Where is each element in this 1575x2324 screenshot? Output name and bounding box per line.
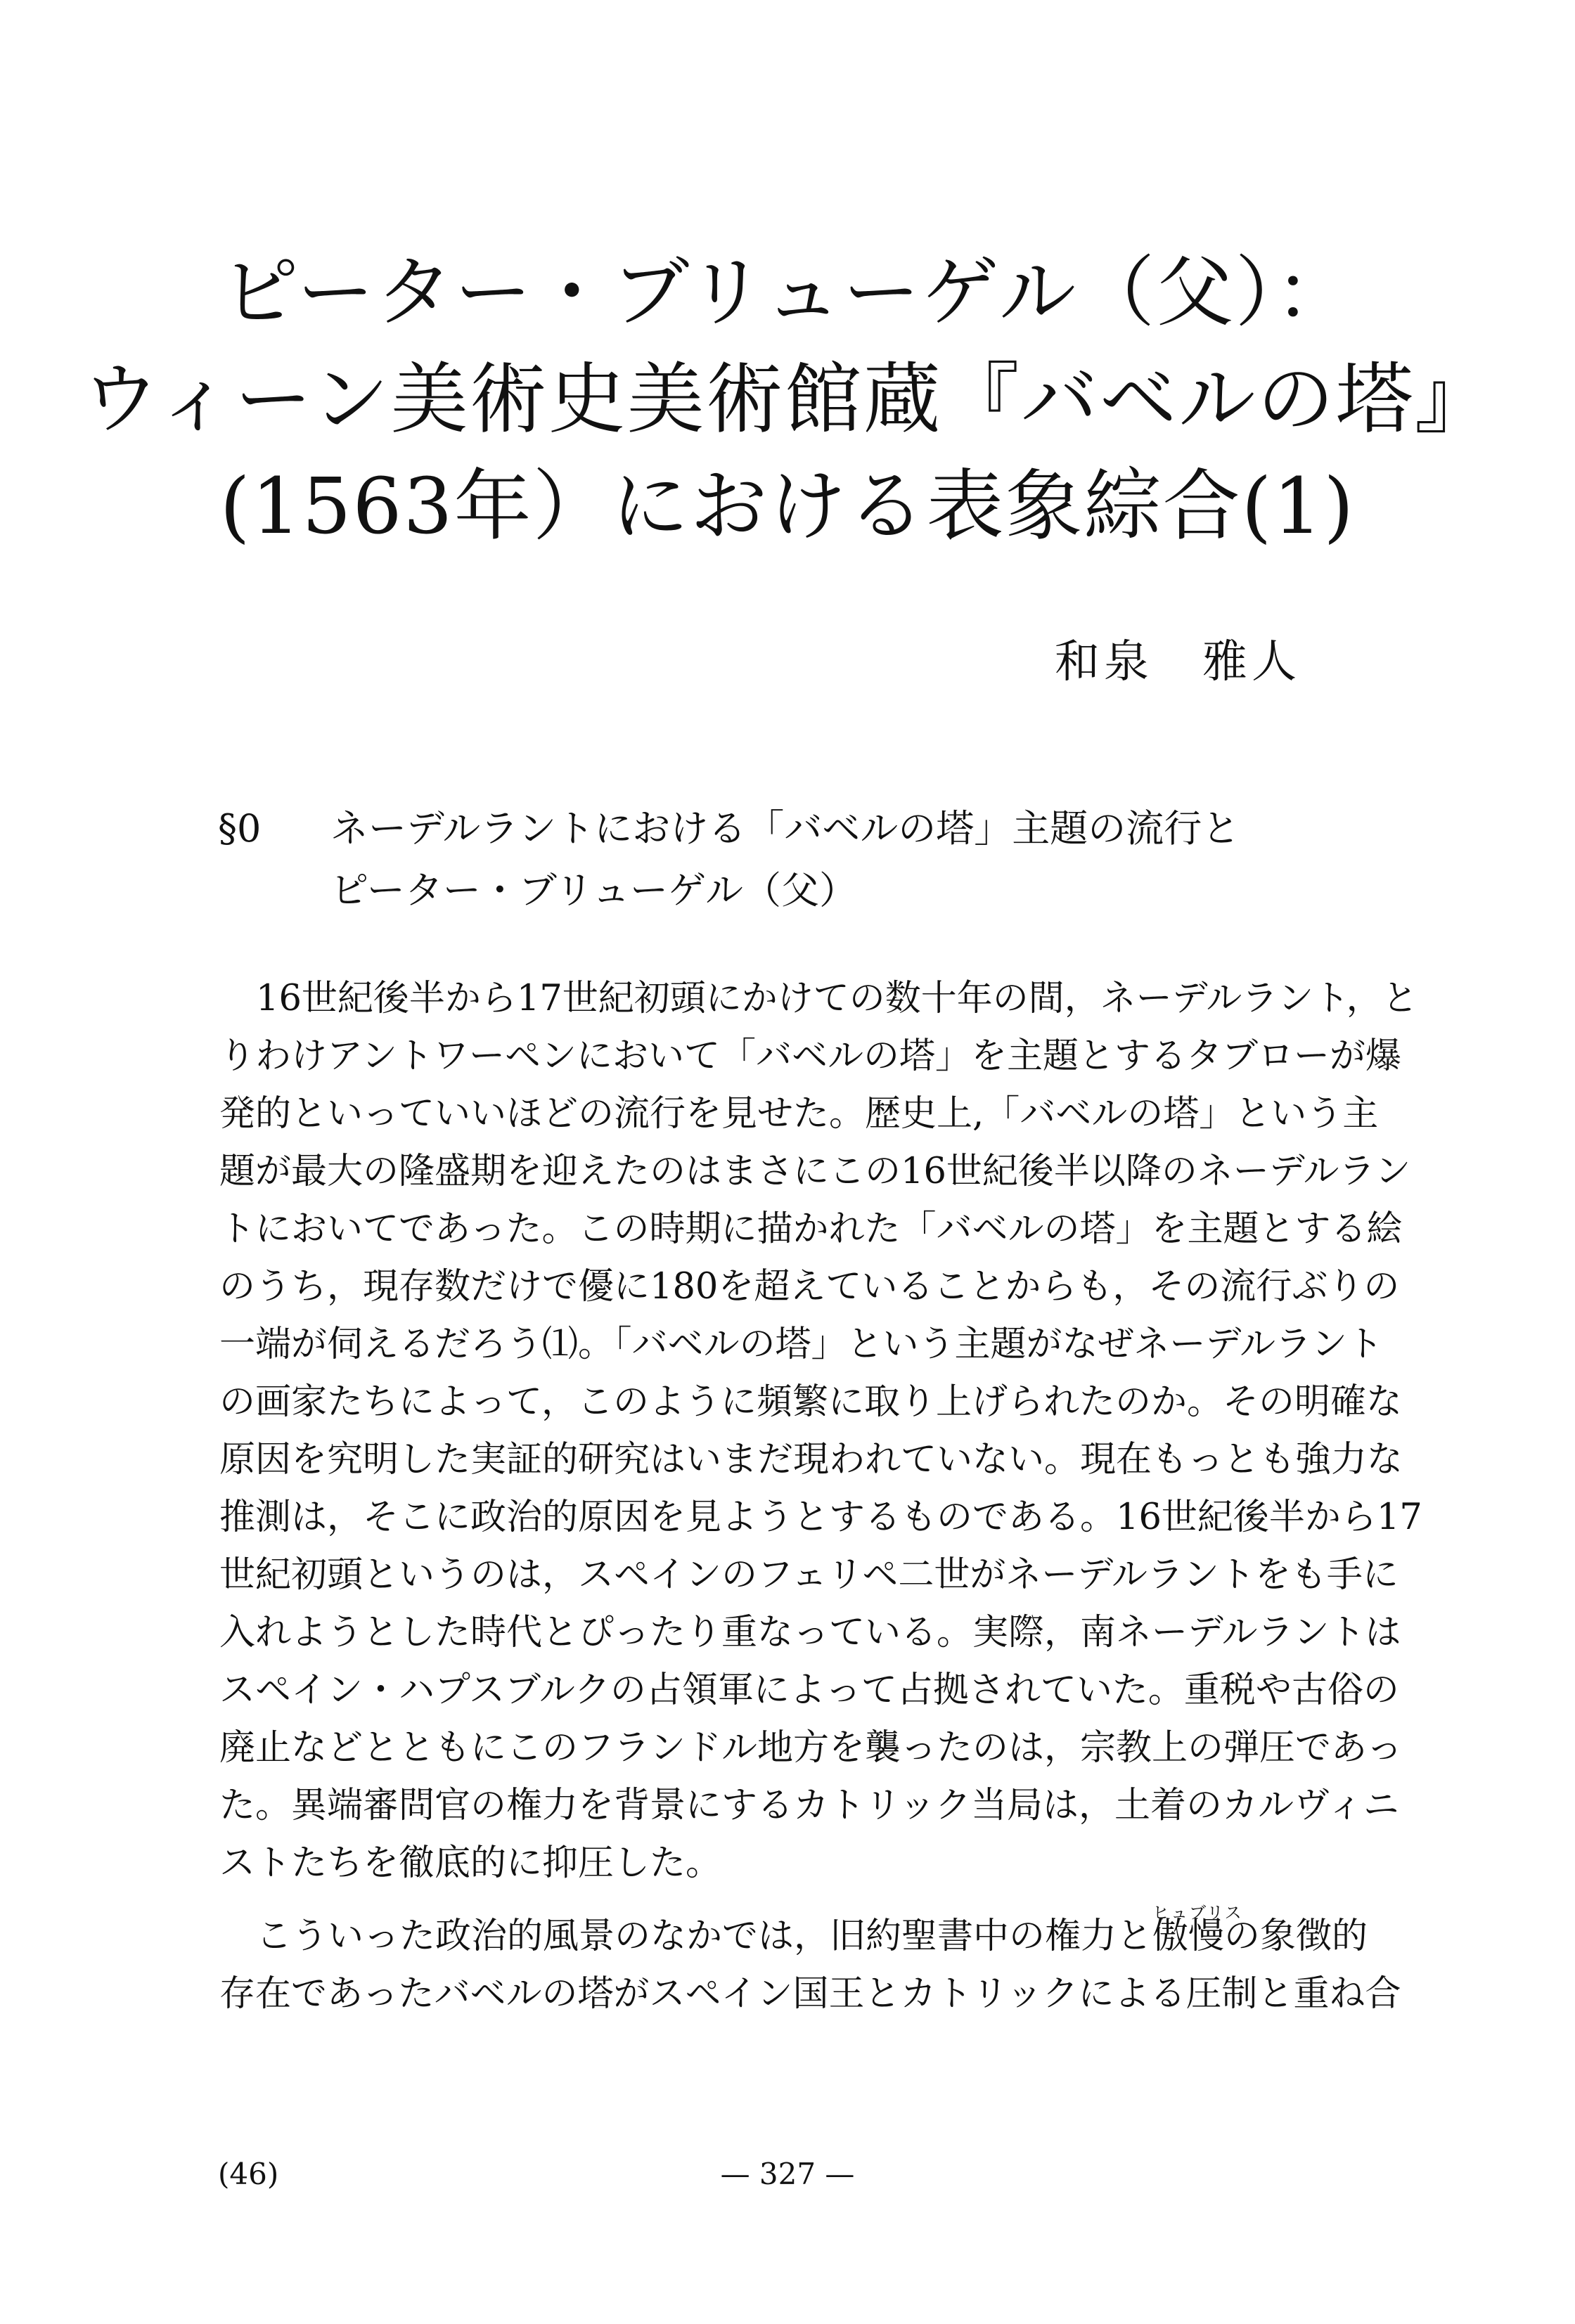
paragraph-2-text-before: こういった政治的風景のなかでは，旧約聖書中の権力と <box>256 1916 1153 1957</box>
paragraph-2-line-1 <box>219 1903 1429 1965</box>
author-given-name: 雅人 <box>1202 636 1301 688</box>
paragraph-1-line: りわけアントワーペンにおいて「バベルの塔」を主題とするタブローが爆 <box>219 1035 1401 1077</box>
paragraph-1-line: 推測は，そこに政治的原因を見ようとするものである。16世紀後半から17 <box>219 1497 1422 1538</box>
paragraph-1-line: 16世紀後半から17世紀初頭にかけての数十年の間，ネーデルラント，と <box>256 978 1418 1019</box>
paragraph-1-line: 入れようとした時代とぴったり重なっている。実際，南ネーデルラントは <box>219 1612 1401 1653</box>
paragraph-1-line: スペイン・ハプスブルクの占領軍によって占拠されていた。重税や古俗の <box>219 1670 1399 1711</box>
paragraph-1-line: 題が最大の隆盛期を迎えたのはまさにこの16世紀後半以降のネーデルラン <box>219 1151 1411 1192</box>
paragraph-1-line: トにおいてであった。この時期に描かれた「バベルの塔」を主題とする絵 <box>219 1208 1403 1250</box>
paragraph-2-text-after: の象徴的 <box>1224 1916 1368 1957</box>
paragraph-1-line: ストたちを徹底的に抑圧した。 <box>219 1842 722 1884</box>
ruby-annotation <box>1152 1903 1243 1965</box>
section-heading-line-1: ネーデルラントにおける「バベルの塔」主題の流行と <box>330 806 1240 851</box>
paragraph-1-line: 発的といっていいほどの流行を見せた。歴史上,「バベルの塔」という主 <box>219 1093 1379 1135</box>
title-line-1: ピーター・ブリューゲル（父）： <box>221 247 1354 337</box>
section-number: §0 <box>218 806 262 851</box>
page-number-center: — 327 — <box>720 2157 855 2191</box>
page-number-left: (46) <box>218 2157 279 2191</box>
article-title <box>0 239 1575 560</box>
paragraph-1-line: 原因を究明した実証的研究はいまだ現われていない。現在もっとも強力な <box>219 1439 1403 1480</box>
author-family-name: 和泉 <box>1055 636 1153 688</box>
section-heading-line-2: ピーター・ブリューゲル（父） <box>330 868 857 912</box>
ruby-base: 傲慢 <box>1152 1916 1225 1957</box>
ruby-reading: ヒュブリス <box>1152 1903 1243 1923</box>
section-heading <box>218 798 1240 922</box>
body-text <box>219 970 1429 2023</box>
paragraph-1-line: 一端が伺えるだろう⑴。「バベルの塔」という主題がなぜネーデルラント <box>219 1324 1383 1365</box>
paragraph-1-line: 廃止などとともにこのフランドル地方を襲ったのは，宗教上の弾圧であっ <box>219 1727 1403 1769</box>
paragraph-1-line: た。異端審問官の権力を背景にするカトリック当局は，土着のカルヴィニ <box>219 1785 1399 1826</box>
paragraph-2-line-2: 存在であったバベルの塔がスペイン国王とカトリックによる圧制と重ね合 <box>219 1973 1401 2015</box>
paragraph-1-line: のうち，現存数だけで優に180を超えていることからも，その流行ぶりの <box>219 1266 1400 1308</box>
title-line-2: ウィーン美術史美術館蔵『バベルの塔』 <box>82 354 1493 444</box>
author-name <box>1055 626 1301 690</box>
paragraph-1-line: の画家たちによって，このように頻繁に取り上げられたのか。その明確な <box>219 1381 1402 1423</box>
paragraph-1-line: 世紀初頭というのは，スペインのフェリペ二世がネーデルラントをも手に <box>219 1554 1399 1596</box>
title-line-3: (1563年）における表象綜合(1) <box>219 461 1356 551</box>
